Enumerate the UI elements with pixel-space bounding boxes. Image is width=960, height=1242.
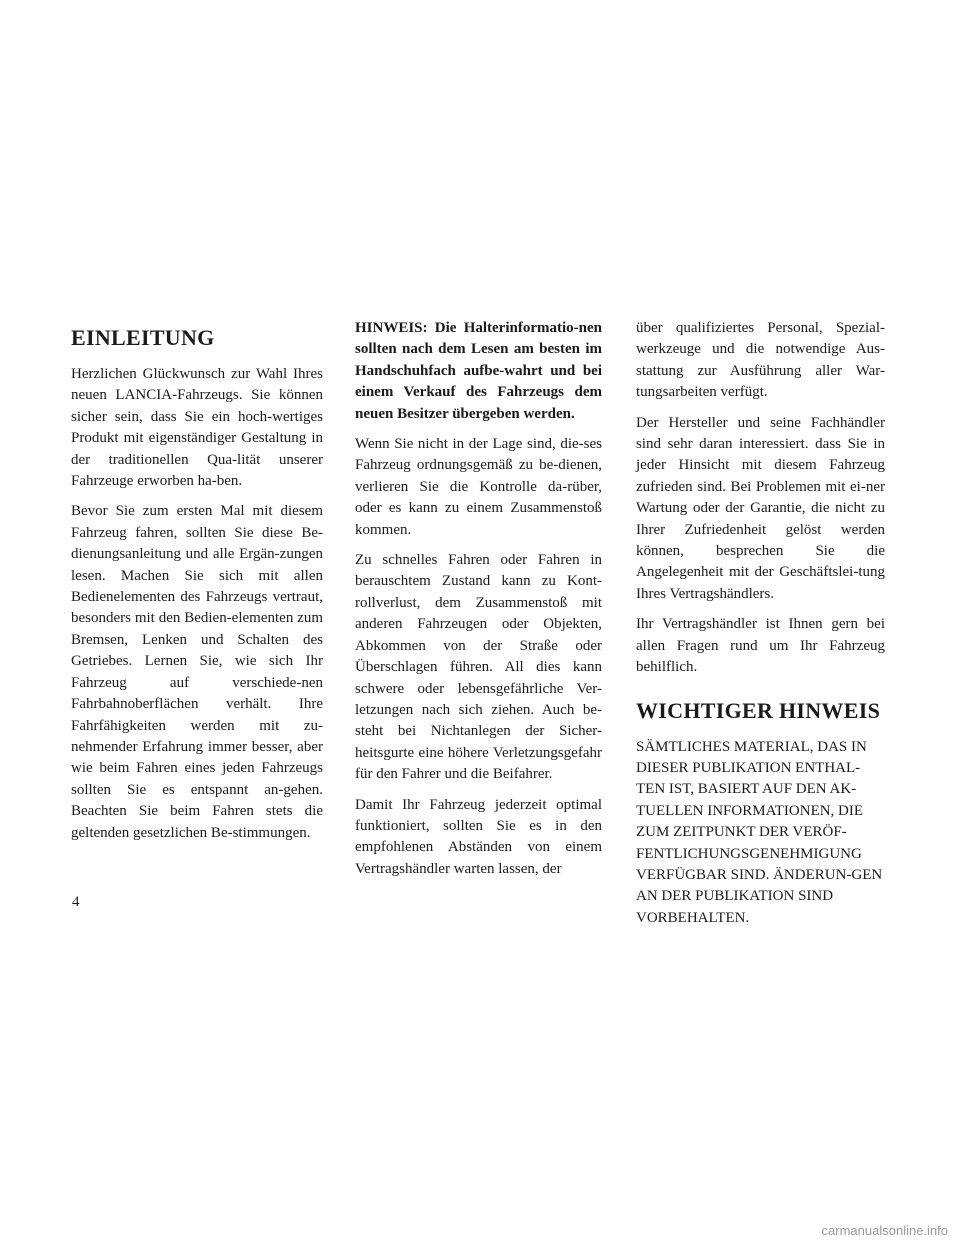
note-paragraph: HINWEIS: Die Halterinformatio-nen sollten nach dem Lesen am besten im Handschuhfach aufbe-wahrt und bei einem Verkauf des Fahrzeugs dem neuen Besitzer übergeben werden. <box>355 320 602 422</box>
paragraph: Bevor Sie zum ersten Mal mit diesem Fahrzeug fahren, sollten Sie diese Be-dienungsanleitung und alle Ergän-zungen lesen. Machen Sie sich mit allen Bedienelementen des Fahrzeugs vertraut, besonders mit den Bedien-elementen zum Bremsen, Lenken und Schalten des Getriebes. Lernen Sie, wie sich Ihr Fahrzeug auf verschiede-nen Fahrbahnoberflächen verhält. Ihre Fahrfähigkeiten werden mit zu-nehmender Erfahrung immer besser, aber wie beim Fahren eines jeden Fahrzeugs sollten Sie es entspannt an-gehen. Beachten Sie beim Fahren stets die geltenden gesetzlichen Be-stimmungen. <box>71 503 323 841</box>
paragraph: Der Hersteller und seine Fachhändler sind sehr daran interessiert. dass Sie in jeder Hinsicht mit diesem Fahrzeug zufrieden sind. Bei Problemen mit ei-ner Wartung oder der Garantie, die nicht zu Ihrer Zufriedenheit gelöst werden können, besprechen Sie die Angelegenheit mit der Geschäftslei-tung Ihres Vertragshändlers. <box>636 414 885 602</box>
section-heading-einleitung: EINLEITUNG <box>71 325 215 350</box>
notice-paragraph: SÄMTLICHES MATERIAL, DAS IN DIESER PUBLIKATION ENTHAL-TEN IST, BASIERT AUF DEN AK-TUELLEN INFORMATIONEN, DIE ZUM ZEITPUNKT DER VERÖF-FENTLICHUNGSGENEHMIGUNG VERFÜGBAR SIND. ÄNDERUN-GEN AN DER PUBLIKATION SIND VORBEHALTEN. <box>636 738 883 926</box>
page-number: 4 <box>72 894 80 910</box>
section-heading-wichtiger-hinweis: WICHTIGER HINWEIS <box>636 697 881 723</box>
paragraph: Damit Ihr Fahrzeug jederzeit optimal funktioniert, sollten Sie es in den empfohlenen Abständen von einem Vertragshändler warten lassen, der <box>355 796 602 877</box>
paragraph: Herzlichen Glückwunsch zur Wahl Ihres neuen LANCIA-Fahrzeugs. Sie können sicher sein, dass Sie ein hoch-wertiges Produkt mit eigenständiger Gestaltung in der traditionellen Qua-lität unserer Fahrzeuge erworben ha-ben. <box>71 366 323 490</box>
paragraph: Zu schnelles Fahren oder Fahren in berauschtem Zustand kann zu Kont-rollverlust, dem Zusammenstoß mit anderen Fahrzeugen oder Objekten, Abkommen von der Straße oder Überschlagen führen. All dies kann schwere oder lebensgefährliche Ver-letzungen nach sich ziehen. Auch be-steht bei Nichtanlegen der Sicher-heitsgurte eine höhere Verletzungsgefahr für den Fahrer und die Beifahrer. <box>355 552 602 783</box>
footer-watermark: carmanualsonline.info <box>821 1223 948 1238</box>
paragraph: Ihr Vertragshändler ist Ihnen gern bei allen Fragen rund um Ihr Fahrzeug behilflich. <box>636 616 885 676</box>
column-1 <box>71 318 323 853</box>
column-2 <box>355 318 602 889</box>
paragraph: Wenn Sie nicht in der Lage sind, die-ses Fahrzeug ordnungsgemäß zu be-dienen, verlieren Sie die Kontrolle da-rüber, oder es kann zu einem Zusammenstoß kommen. <box>355 436 602 538</box>
column-3 <box>636 318 885 938</box>
paragraph: über qualifiziertes Personal, Spezial-werkzeuge und die notwendige Aus-stattung zur Ausführung aller War-tungsarbeiten verfügt. <box>636 320 885 401</box>
